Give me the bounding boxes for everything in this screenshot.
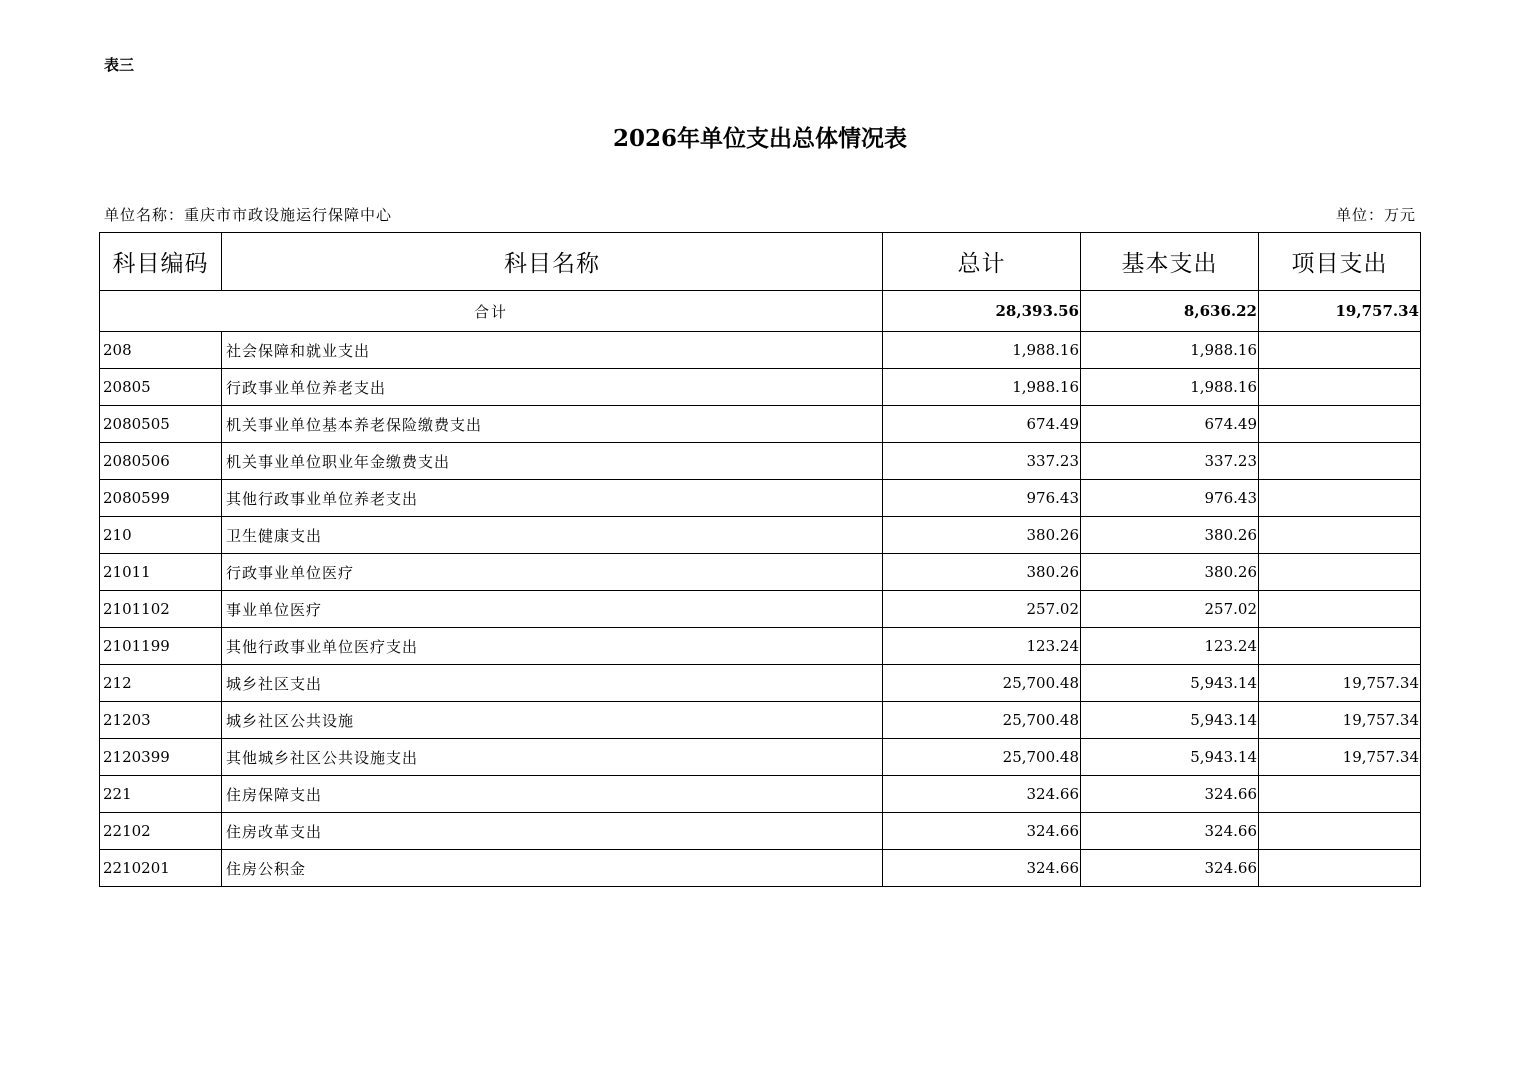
row-project <box>1259 850 1421 887</box>
row-project <box>1259 480 1421 517</box>
row-total: 1,988.16 <box>883 369 1081 406</box>
row-name: 卫生健康支出 <box>222 517 883 554</box>
row-name: 其他行政事业单位养老支出 <box>222 480 883 517</box>
row-basic: 337.23 <box>1081 443 1259 480</box>
row-code: 2080506 <box>100 443 222 480</box>
table-row <box>100 554 1421 591</box>
unit-label: 单位：万元 <box>1335 206 1416 224</box>
table-row <box>100 406 1421 443</box>
row-basic: 324.66 <box>1081 850 1259 887</box>
row-project <box>1259 369 1421 406</box>
row-name: 社会保障和就业支出 <box>222 332 883 369</box>
row-code: 22102 <box>100 813 222 850</box>
row-basic: 380.26 <box>1081 517 1259 554</box>
row-code: 212 <box>100 665 222 702</box>
row-code: 2101199 <box>100 628 222 665</box>
row-name: 事业单位医疗 <box>222 591 883 628</box>
row-total: 25,700.48 <box>883 665 1081 702</box>
row-name: 其他行政事业单位医疗支出 <box>222 628 883 665</box>
row-project: 19,757.34 <box>1259 702 1421 739</box>
table-row <box>100 443 1421 480</box>
row-name: 机关事业单位基本养老保险缴费支出 <box>222 406 883 443</box>
row-code: 2210201 <box>100 850 222 887</box>
row-project <box>1259 443 1421 480</box>
table-row <box>100 850 1421 887</box>
row-name: 机关事业单位职业年金缴费支出 <box>222 443 883 480</box>
total-row <box>100 291 1421 332</box>
row-name: 行政事业单位养老支出 <box>222 369 883 406</box>
table-row <box>100 628 1421 665</box>
table-row <box>100 813 1421 850</box>
column-header-basic: 基本支出 <box>1081 233 1259 291</box>
row-code: 2080505 <box>100 406 222 443</box>
table-row <box>100 739 1421 776</box>
row-project: 19,757.34 <box>1259 739 1421 776</box>
row-code: 2120399 <box>100 739 222 776</box>
table-row <box>100 702 1421 739</box>
row-basic: 5,943.14 <box>1081 702 1259 739</box>
row-total: 337.23 <box>883 443 1081 480</box>
row-code: 21203 <box>100 702 222 739</box>
table-label: 表三 <box>104 56 135 74</box>
row-total: 257.02 <box>883 591 1081 628</box>
row-basic: 257.02 <box>1081 591 1259 628</box>
organization-label: 单位名称：重庆市市政设施运行保障中心 <box>104 206 393 224</box>
row-basic: 5,943.14 <box>1081 665 1259 702</box>
expenditure-table <box>99 232 1421 887</box>
table-row <box>100 332 1421 369</box>
row-basic: 324.66 <box>1081 813 1259 850</box>
table-row <box>100 591 1421 628</box>
row-total: 324.66 <box>883 776 1081 813</box>
row-total: 123.24 <box>883 628 1081 665</box>
table-header-row <box>100 233 1421 291</box>
row-name: 住房改革支出 <box>222 813 883 850</box>
row-basic: 674.49 <box>1081 406 1259 443</box>
row-name: 住房公积金 <box>222 850 883 887</box>
row-name: 住房保障支出 <box>222 776 883 813</box>
row-project <box>1259 332 1421 369</box>
row-basic: 123.24 <box>1081 628 1259 665</box>
row-project <box>1259 776 1421 813</box>
row-code: 208 <box>100 332 222 369</box>
row-project <box>1259 628 1421 665</box>
row-name: 其他城乡社区公共设施支出 <box>222 739 883 776</box>
page-title: 2026年单位支出总体情况表 <box>612 125 907 152</box>
row-code: 2101102 <box>100 591 222 628</box>
row-code: 2080599 <box>100 480 222 517</box>
row-total: 380.26 <box>883 554 1081 591</box>
row-project <box>1259 591 1421 628</box>
row-total: 25,700.48 <box>883 702 1081 739</box>
table-row <box>100 480 1421 517</box>
total-label: 合计 <box>100 291 883 332</box>
total-total: 28,393.56 <box>883 291 1081 332</box>
row-basic: 380.26 <box>1081 554 1259 591</box>
row-project <box>1259 813 1421 850</box>
row-total: 324.66 <box>883 850 1081 887</box>
column-header-project: 项目支出 <box>1259 233 1421 291</box>
row-name: 行政事业单位医疗 <box>222 554 883 591</box>
row-project <box>1259 554 1421 591</box>
row-total: 1,988.16 <box>883 332 1081 369</box>
row-code: 210 <box>100 517 222 554</box>
row-total: 976.43 <box>883 480 1081 517</box>
row-project: 19,757.34 <box>1259 665 1421 702</box>
total-basic: 8,636.22 <box>1081 291 1259 332</box>
table-row <box>100 517 1421 554</box>
row-name: 城乡社区支出 <box>222 665 883 702</box>
row-basic: 976.43 <box>1081 480 1259 517</box>
row-basic: 1,988.16 <box>1081 369 1259 406</box>
row-project <box>1259 517 1421 554</box>
table-row <box>100 776 1421 813</box>
row-basic: 5,943.14 <box>1081 739 1259 776</box>
row-total: 324.66 <box>883 813 1081 850</box>
table-row <box>100 369 1421 406</box>
row-code: 21011 <box>100 554 222 591</box>
row-code: 221 <box>100 776 222 813</box>
row-project <box>1259 406 1421 443</box>
column-header-total: 总计 <box>883 233 1081 291</box>
row-basic: 1,988.16 <box>1081 332 1259 369</box>
row-code: 20805 <box>100 369 222 406</box>
total-project: 19,757.34 <box>1259 291 1421 332</box>
row-name: 城乡社区公共设施 <box>222 702 883 739</box>
row-total: 25,700.48 <box>883 739 1081 776</box>
table-row <box>100 665 1421 702</box>
column-header-name: 科目名称 <box>222 233 883 291</box>
row-total: 674.49 <box>883 406 1081 443</box>
column-header-code: 科目编码 <box>100 233 222 291</box>
row-total: 380.26 <box>883 517 1081 554</box>
row-basic: 324.66 <box>1081 776 1259 813</box>
